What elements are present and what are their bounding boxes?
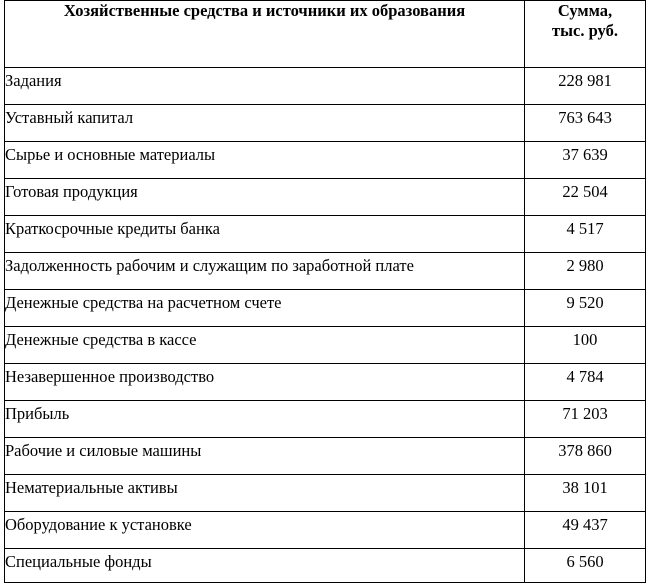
row-name: Прибыль (5, 401, 525, 438)
row-sum: 6 560 (525, 549, 646, 583)
row-sum: 9 520 (525, 290, 646, 327)
row-sum: 38 101 (525, 475, 646, 512)
table-row (5, 105, 646, 142)
header-name: Хозяйственные средства и источники их образования (5, 1, 525, 68)
assets-table (4, 0, 646, 583)
row-name: Денежные средства в кассе (5, 327, 525, 364)
row-sum: 49 437 (525, 512, 646, 549)
row-name: Краткосрочные кредиты банка (5, 216, 525, 253)
table-row (5, 364, 646, 401)
row-sum: 378 860 (525, 438, 646, 475)
row-sum: 71 203 (525, 401, 646, 438)
row-sum: 2 980 (525, 253, 646, 290)
row-name: Нематериальные активы (5, 475, 525, 512)
row-name: Рабочие и силовые машины (5, 438, 525, 475)
row-sum: 228 981 (525, 68, 646, 105)
table-row (5, 438, 646, 475)
table-row (5, 179, 646, 216)
row-sum: 22 504 (525, 179, 646, 216)
table-header-row (5, 1, 646, 68)
row-name: Денежные средства на расчетном счете (5, 290, 525, 327)
row-sum: 763 643 (525, 105, 646, 142)
table-row (5, 216, 646, 253)
header-sum-line2: тыс. руб. (552, 21, 618, 40)
row-name: Уставный капитал (5, 105, 525, 142)
table-row (5, 253, 646, 290)
row-sum: 4 784 (525, 364, 646, 401)
table-row (5, 68, 646, 105)
row-sum: 4 517 (525, 216, 646, 253)
row-name: Готовая продукция (5, 179, 525, 216)
table-row (5, 549, 646, 583)
row-name: Незавершенное производство (5, 364, 525, 401)
row-name: Задолженность рабочим и служащим по заработной плате (5, 253, 525, 290)
table-row (5, 290, 646, 327)
row-name: Специальные фонды (5, 549, 525, 583)
row-sum: 100 (525, 327, 646, 364)
row-name: Задания (5, 68, 525, 105)
table-row (5, 327, 646, 364)
header-sum-line1: Сумма, (557, 1, 613, 20)
table-row (5, 142, 646, 179)
row-name: Сырье и основные материалы (5, 142, 525, 179)
table-row (5, 512, 646, 549)
row-name: Оборудование к установке (5, 512, 525, 549)
row-sum: 37 639 (525, 142, 646, 179)
table-row (5, 475, 646, 512)
table-row (5, 401, 646, 438)
header-sum (525, 1, 646, 68)
